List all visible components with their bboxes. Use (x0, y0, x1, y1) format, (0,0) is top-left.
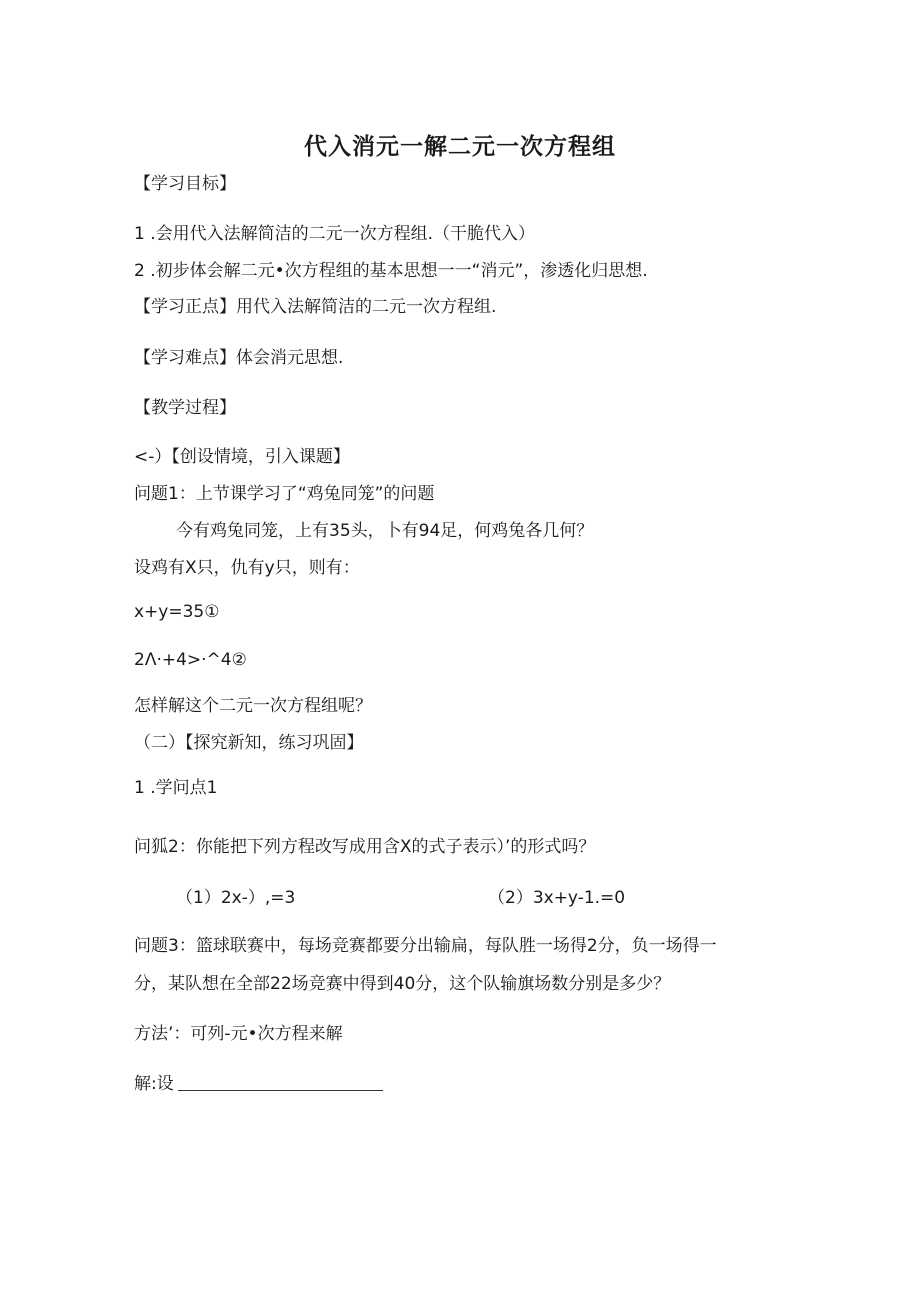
problem-3-line-1: 问题3：篮球联赛中，每场竞赛都要分出输扁，每队胜一场得2分，负一场得一 (134, 936, 717, 956)
exercise-1: （1）2x-）,=3 (176, 888, 296, 908)
heading-objectives: 【学习目标】 (134, 174, 236, 194)
equation-2: 2Λ·+4>·^4② (134, 650, 247, 670)
question-line: 怎样解这个二元一次方程组呢？ (134, 696, 372, 716)
section-1-heading: <-）【创设情境，引入课题】 (134, 447, 350, 467)
problem-1-text: 今有鸡兔同笼，上有35头，卜有94足，何鸡兔各几何？ (176, 521, 594, 541)
knowledge-point-1: 1 .学问点1 (134, 778, 218, 798)
equation-1: x+y=35① (134, 602, 220, 622)
answer-blank[interactable] (178, 1074, 383, 1091)
objective-1: 1 .会用代入法解简洁的二元一次方程组.（干脆代入） (134, 224, 536, 244)
section-2-heading: （二）【探究新知，练习巩固】 (134, 733, 364, 753)
objective-2: 2 .初步体会解二元•次方程组的基本思想一一“消元”，渗透化归思想. (134, 261, 648, 281)
problem-2: 问狐2：你能把下列方程改写成用含X的式子表示）’的形式吗？ (134, 837, 596, 857)
difficulty: 【学习难点】体会消元思想. (134, 348, 344, 368)
heading-process: 【教学过程】 (134, 398, 236, 418)
exercise-2: （2）3x+y-1.=0 (488, 888, 626, 908)
solution-label: 解:设 (134, 1074, 174, 1094)
page-title: 代入消元一解二元一次方程组 (304, 134, 616, 160)
method-line: 方法’：可列-元•次方程来解 (134, 1024, 343, 1044)
key-point: 【学习正点】用代入法解简洁的二元一次方程组. (134, 297, 497, 317)
problem-1: 问题1：上节课学习了“鸡兔同笼”的问题 (134, 484, 435, 504)
problem-3-line-2: 分，某队想在全部22场竞赛中得到40分，这个队输旗场数分别是多少？ (134, 974, 671, 994)
problem-1-setup: 设鸡有X只，仇有y只，则有： (134, 558, 360, 578)
solution-line (134, 1072, 383, 1096)
